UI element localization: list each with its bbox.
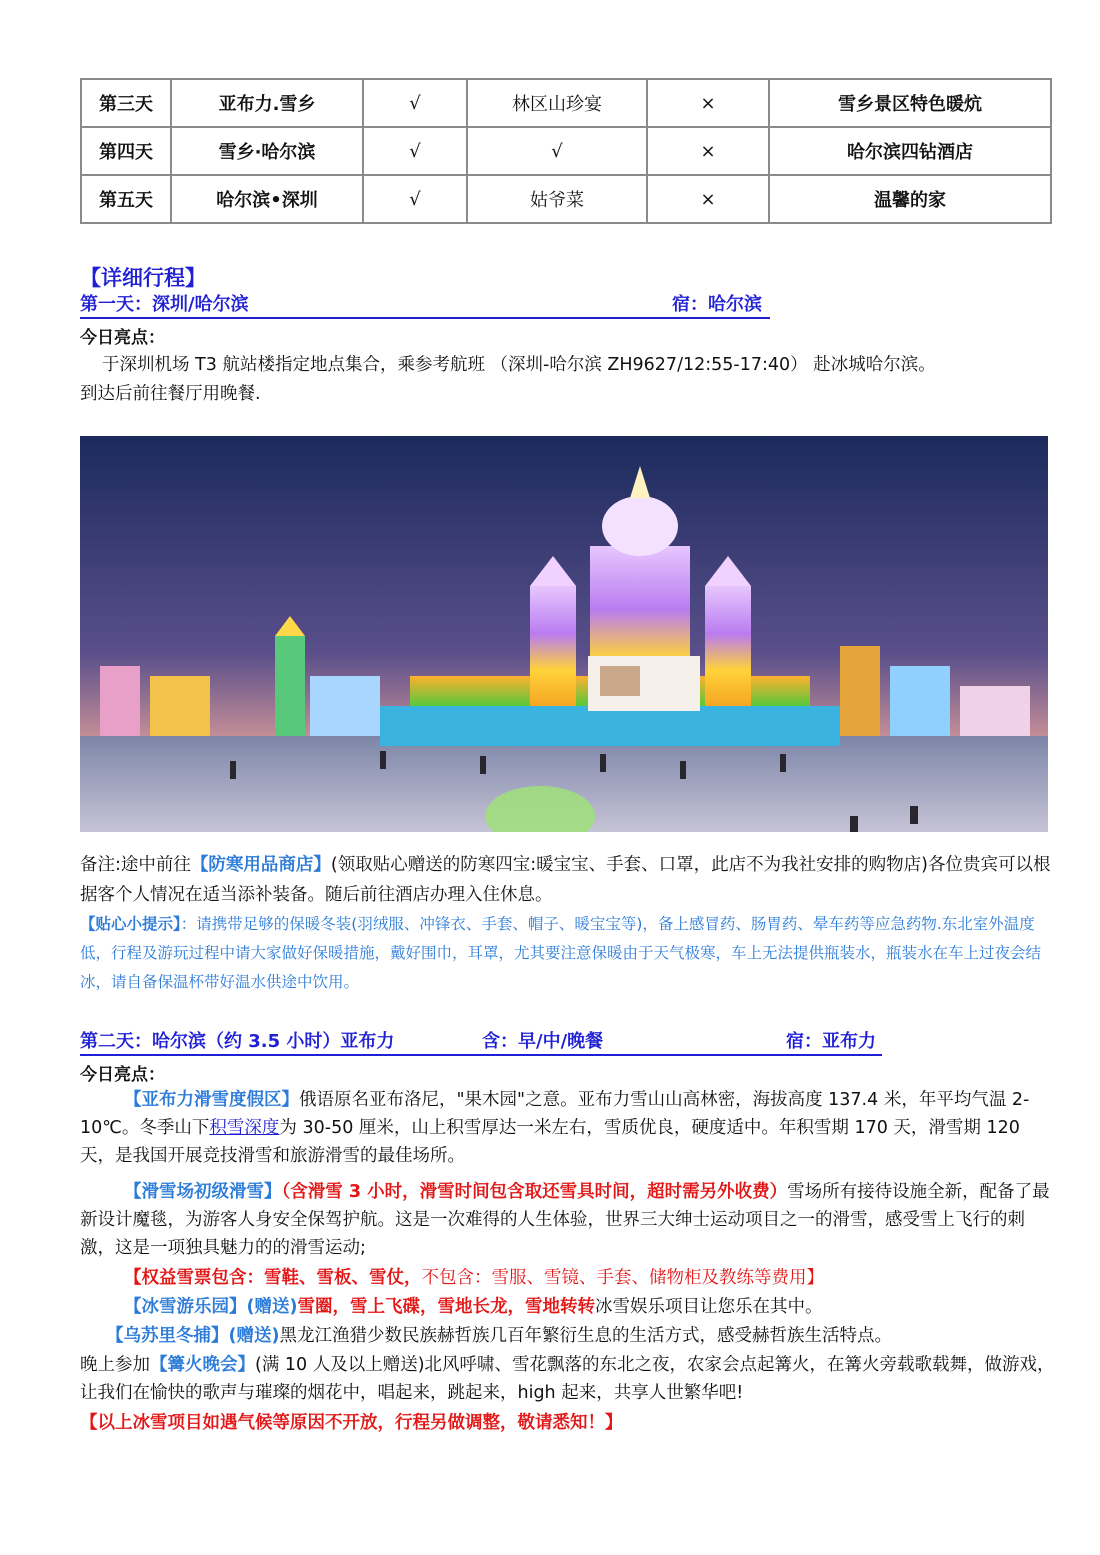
- table-row: [81, 175, 1051, 223]
- bonfire-prefix: 晚上参加: [80, 1355, 150, 1375]
- dinner-cell: ×: [647, 79, 769, 127]
- yabuli-paragraph: [80, 1086, 1055, 1170]
- day1-heading: [80, 293, 770, 319]
- lunch-cell: 姑爷菜: [467, 175, 647, 223]
- route-cell: 哈尔滨•深圳: [171, 175, 363, 223]
- day1-highlight-label: 今日亮点：: [80, 328, 165, 348]
- hotel-cell: 哈尔滨四钻酒店: [769, 127, 1051, 175]
- tip-text: ：请携带足够的保暖冬装(羽绒服、冲锋衣、手套、帽子、暖宝宝等)，备上感冒药、肠胃药、晕车药等应急药物.东北室外温度低，行程及游玩过程中请大家做好保暖措施，戴好围巾，耳罩，尤其要注意保暖由于天气极寒，车上无法提供瓶装水，瓶装水在车上过夜会结冰，请自备保温杯带好温水供途中饮用。: [80, 915, 1042, 991]
- route-cell: 雪乡·哈尔滨: [171, 127, 363, 175]
- ski-paragraph: [80, 1178, 1055, 1262]
- ticket-rest: 不包含：雪服、雪镜、手套、储物柜及教练等费用】: [421, 1268, 824, 1288]
- wusu-title: 【乌苏里冬捕】(赠送): [106, 1326, 280, 1346]
- wusu-text: 黑龙江渔猎少数民族赫哲族几百年繁衍生息的生活方式，感受赫哲族生活特点。: [279, 1326, 892, 1346]
- ski-title: 【滑雪场初级滑雪】: [124, 1182, 282, 1202]
- park-rest: 冰雪娱乐项目让您乐在其中。: [595, 1297, 823, 1317]
- day1-tip: [80, 910, 1055, 997]
- park-red: 雪圈，雪上飞碟，雪地长龙，雪地转转: [297, 1297, 595, 1317]
- dinner-cell: ×: [647, 127, 769, 175]
- route-cell: 亚布力.雪乡: [171, 79, 363, 127]
- schedule-table: [80, 78, 1052, 224]
- yabuli-text-a: 俄语原名亚布洛尼，"果木园"之意。亚布力雪山山高林密，海拔高度 137.4 米，年平均气温 2-10℃。冬季山下: [80, 1090, 1030, 1138]
- yabuli-title: 【亚布力滑雪度假区】: [124, 1090, 299, 1110]
- breakfast-cell: √: [363, 175, 467, 223]
- ticket-bold: 【权益雪票包含：雪鞋、雪板、雪仗，: [124, 1268, 422, 1288]
- yabuli-text-b: 为 30-50 厘米，山上积雪厚达一米左右，雪质优良，硬度适中。年积雪期 170 天，滑雪期 120 天，是我国开展竞技滑雪和旅游滑雪的最佳场所。: [80, 1118, 1020, 1166]
- day-cell: 第五天: [81, 175, 171, 223]
- hotel-cell: 雪乡景区特色暖炕: [769, 79, 1051, 127]
- park-title: 【冰雪游乐园】(赠送): [124, 1297, 298, 1317]
- bonfire-paragraph: [80, 1351, 1055, 1407]
- bonfire-text: (满 10 人及以上赠送)北风呼啸、雪花飘落的东北之夜，农家会点起篝火，在篝火旁载歌载舞，做游戏，让我们在愉快的歌声与璀璨的烟花中，唱起来，跳起来，high 起来，共享人世繁华吧!: [80, 1355, 1055, 1403]
- bonfire-title: 【篝火晚会】: [150, 1355, 255, 1375]
- ice-festival-photo: [80, 436, 1048, 832]
- park-line: [80, 1293, 1055, 1321]
- day2-stay: 宿：亚布力: [786, 1031, 876, 1052]
- day2-title: 第二天：哈尔滨（约 3.5 小时）亚布力: [80, 1031, 395, 1052]
- breakfast-cell: √: [363, 79, 467, 127]
- day1-title: 第一天：深圳/哈尔滨: [80, 294, 249, 315]
- note-prefix: 备注:途中前往: [80, 855, 191, 875]
- table-row: [81, 79, 1051, 127]
- day1-note: [80, 850, 1055, 910]
- weather-notice: 【以上冰雪项目如遇气候等原因不开放，行程另做调整，敬请悉知！】: [80, 1413, 623, 1433]
- day2-heading: [80, 1030, 882, 1056]
- day1-stay: 宿：哈尔滨: [672, 294, 762, 315]
- breakfast-cell: √: [363, 127, 467, 175]
- day2-meals: 含：早/中/晚餐: [482, 1031, 604, 1052]
- hotel-cell: 温馨的家: [769, 175, 1051, 223]
- note-rest: (领取贴心赠送的防寒四宝:暖宝宝、手套、口罩，此店不为我社安排的购物店)各位贵宾可以根据客个人情况在适当添补装备。随后前往酒店办理入住休息。: [80, 855, 1051, 905]
- ski-text: 雪场所有接待设施全新，配备了最新设计魔毯，为游客人身安全保驾护航。这是一次难得的人生体验，世界三大绅士运动项目之一的滑雪，感受雪上飞行的刺激，这是一项独具魅力的的滑雪运动;: [80, 1182, 1050, 1258]
- ticket-line: [80, 1264, 1055, 1292]
- day-cell: 第四天: [81, 127, 171, 175]
- day1-paragraph: 于深圳机场 T3 航站楼指定地点集合，乘参考航班 （深圳-哈尔滨 ZH9627/12:55-17:40） 赴冰城哈尔滨。: [102, 355, 936, 375]
- day-cell: 第三天: [81, 79, 171, 127]
- note-shop: 【防寒用品商店】: [190, 855, 331, 875]
- table-row: [81, 127, 1051, 175]
- ski-red: （含滑雪 3 小时，滑雪时间包含取还雪具时间，超时需另外收费）: [281, 1182, 788, 1202]
- day1-paragraph-2: 到达后前往餐厅用晚餐.: [80, 384, 261, 404]
- section-title: 【详细行程】: [80, 266, 206, 290]
- wusu-line: [80, 1322, 1055, 1350]
- dinner-cell: ×: [647, 175, 769, 223]
- lunch-cell: 林区山珍宴: [467, 79, 647, 127]
- snow-depth-link[interactable]: 积雪深度: [209, 1118, 280, 1138]
- lunch-cell: √: [467, 127, 647, 175]
- tip-label: 【贴心小提示】: [80, 915, 181, 933]
- day2-highlight-label: 今日亮点：: [80, 1065, 165, 1085]
